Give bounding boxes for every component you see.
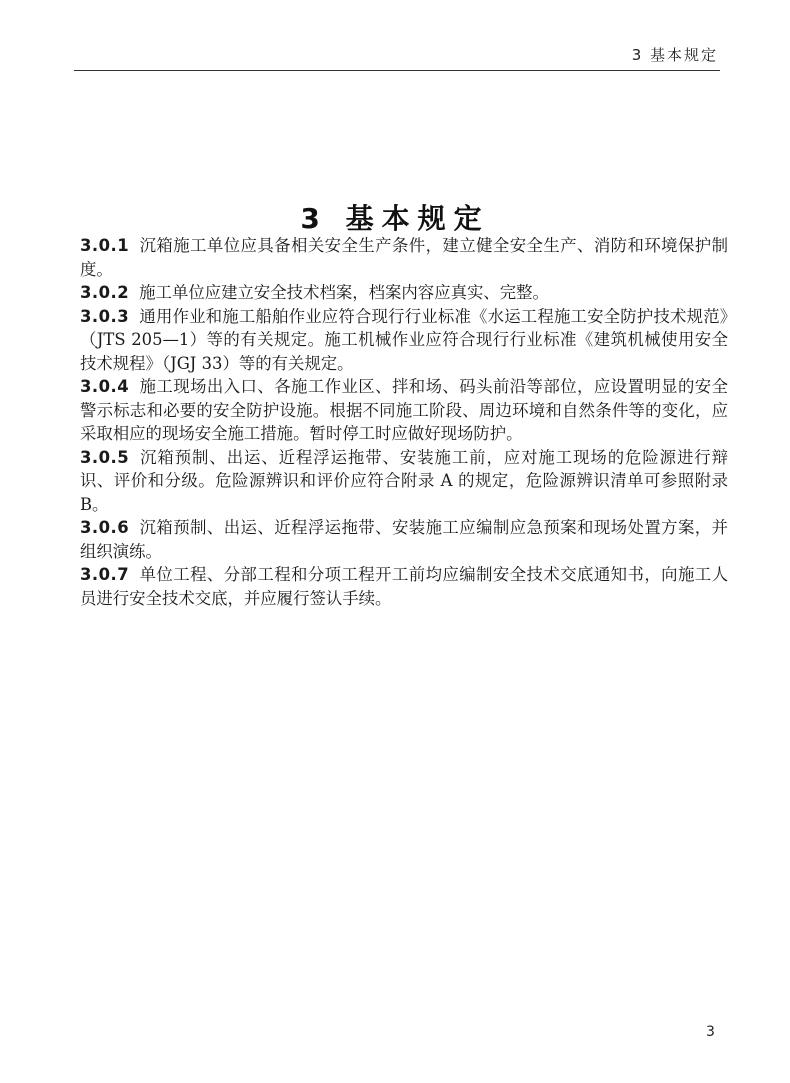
clause-number: 3.0.3 <box>80 306 130 326</box>
clause-text: 通用作业和施工船舶作业应符合现行行业标准《水运工程施工安全防护技术规范》（JTS 205—1）等的有关规定。施工机械作业应符合现行行业标准《建筑机械使用安全技术规程》（JGJ 33）等的有关规定。 <box>80 306 728 373</box>
clause-text: 单位工程、分部工程和分项工程开工前均应编制安全技术交底通知书，向施工人员进行安全技术交底，并应履行签认手续。 <box>80 565 728 608</box>
clause-3-0-7 <box>80 563 728 610</box>
clause-number: 3.0.5 <box>80 447 130 467</box>
page-number: 3 <box>706 1024 715 1040</box>
clause-3-0-5 <box>80 446 728 517</box>
header-rule <box>74 70 720 71</box>
clause-list <box>80 234 728 610</box>
clause-number: 3.0.6 <box>80 518 130 537</box>
clause-text: 施工单位应建立安全技术档案，档案内容应真实、完整。 <box>139 283 549 302</box>
clause-text: 沉箱施工单位应具备相关安全生产条件，建立健全安全生产、消防和环境保护制度。 <box>80 236 728 279</box>
clause-text: 施工现场出入口、各施工作业区、拌和场、码头前沿等部位，应设置明显的安全警示标志和必要的安全防护设施。根据不同施工阶段、周边环境和自然条件等的变化，应采取相应的现场安全施工措施。暂时停工时应做好现场防护。 <box>80 377 728 443</box>
clause-3-0-2 <box>80 281 728 305</box>
clause-3-0-6 <box>80 516 728 563</box>
clause-number: 3.0.4 <box>80 377 130 396</box>
clause-text: 沉箱预制、出运、近程浮运拖带、安装施工应编制应急预案和现场处置方案，并组织演练。 <box>80 518 728 561</box>
clause-3-0-4 <box>80 375 728 446</box>
clause-3-0-1 <box>80 234 728 281</box>
clause-text: 沉箱预制、出运、近程浮运拖带、安装施工前，应对施工现场的危险源进行辩识、评价和分级。危险源辨识和评价应符合附录 A 的规定，危险源辨识清单可参照附录 B。 <box>80 447 728 514</box>
clause-3-0-3 <box>80 305 728 376</box>
clause-number: 3.0.7 <box>80 565 130 584</box>
clause-number: 3.0.2 <box>80 283 130 302</box>
running-header: 3 基本规定 <box>631 46 718 64</box>
chapter-title: 3 基本规定 <box>300 201 490 235</box>
clause-number: 3.0.1 <box>80 236 130 255</box>
